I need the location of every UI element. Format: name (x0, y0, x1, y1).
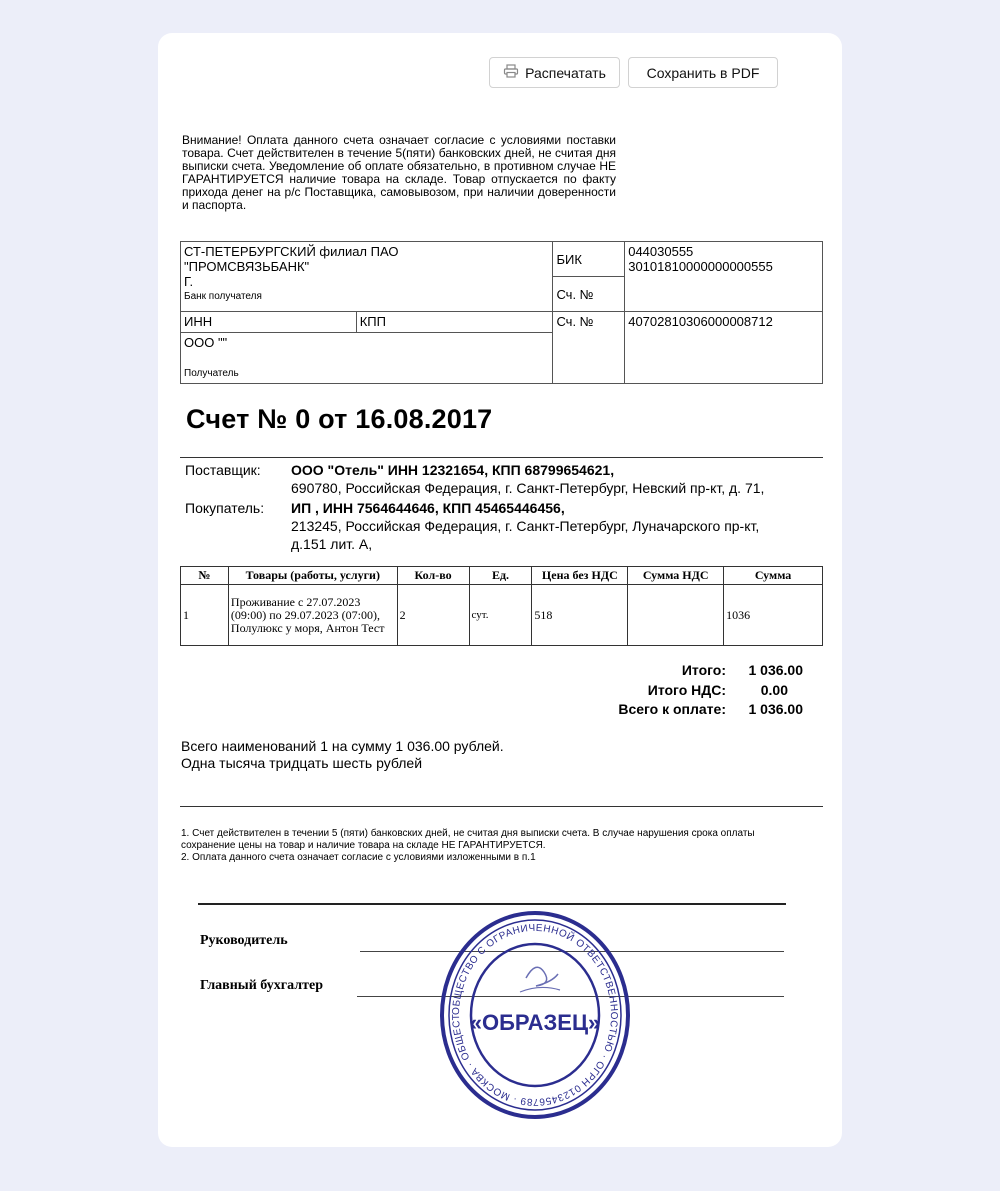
supplier-address: 690780, Российская Федерация, г. Санкт-Петербург, Невский пр-кт, д. 71, (291, 480, 765, 496)
vat-value: 0.00 (760, 682, 788, 698)
printer-icon (503, 64, 519, 81)
accountant-label: Главный бухгалтер (200, 978, 323, 993)
print-button-label: Распечатать (525, 64, 606, 81)
director-label: Руководитель (200, 933, 288, 948)
total-value: 1 036.00 (748, 662, 803, 678)
inn-label: ИНН (181, 312, 357, 333)
print-button[interactable] (489, 57, 620, 88)
supplier-block (291, 461, 764, 497)
save-pdf-button-label: Сохранить в PDF (646, 64, 760, 81)
buyer-name: ИП , ИНН 7564644646, КПП 45465446456, (291, 500, 565, 516)
amount-in-words: Одна тысяча тридцать шесть рублей (181, 755, 423, 771)
buyer-address-line1: 213245, Российская Федерация, г. Санкт-Петербург, Луначарского пр-кт, (291, 518, 760, 534)
buyer-label: Покупатель: (185, 500, 265, 516)
row-sum: 1036 (724, 585, 823, 646)
header-sum: Сумма (724, 567, 823, 585)
bik-value: 044030555 (628, 244, 694, 259)
items-header-row (181, 567, 823, 585)
title-divider (180, 457, 823, 458)
bank-name: СТ-ПЕТЕРБУРГСКИЙ филиал ПАО "ПРОМСВЯЗЬБАНК" (184, 244, 399, 274)
table-row (181, 585, 823, 646)
items-count-line: Всего наименований 1 на сумму 1 036.00 рублей. (181, 738, 504, 754)
payment-notice: Внимание! Оплата данного счета означает согласие с условиями поставки товара. Счет действителен в течение 5(пяти) банковских дней, не считая дня выписки счета. Уведомление об оплате обязательно, в противном случае НЕ ГАРАНТИРУЕТСЯ наличие товара на складе. Товар отпускается по факту прихода денег на р/с Поставщика, самовывозом, при наличии доверенности и паспорта. (182, 133, 616, 212)
bik-label: БИК (553, 242, 625, 277)
buyer-block (291, 499, 759, 553)
bik-corr-cell (625, 242, 823, 312)
supplier-label: Поставщик: (185, 462, 261, 478)
account-value: 40702810306000008712 (625, 312, 823, 384)
header-goods: Товары (работы, услуги) (228, 567, 397, 585)
footnote-1: 1. Счет действителен в течении 5 (пяти) банковских дней, не считая дня выписки счета. В случае нарушения срока оплаты сохранение цены на товар и наличие товара на складе НЕ ГАРАНТИРУЕТСЯ. (181, 828, 755, 851)
bank-city: Г. (184, 274, 194, 289)
svg-text:ОБЩЕСТВО С ОГРАНИЧЕННОЙ ОТВЕТС: ОБЩЕСТВО С ОГРАНИЧЕННОЙ ОТВЕТСТВЕННОСТЬЮ · ОГРН 0123456789 · МОСКВА · ОБЩЕСТ (450, 922, 620, 1108)
bank-caption: Банк получателя (184, 291, 262, 302)
save-pdf-button[interactable] (628, 57, 778, 88)
row-vat (628, 585, 724, 646)
due-value: 1 036.00 (748, 701, 803, 717)
items-table (180, 566, 823, 646)
stamp-center-text: «ОБРАЗЕЦ» (469, 1010, 601, 1035)
signature-top-rule (198, 903, 786, 905)
footnotes (181, 828, 803, 864)
header-quantity: Кол-во (397, 567, 469, 585)
row-goods: Проживание с 27.07.2023 (09:00) по 29.07.2023 (07:00), Полулюкс у моря, Антон Тест (228, 585, 397, 646)
row-quantity: 2 (397, 585, 469, 646)
supplier-name: ООО "Отель" ИНН 12321654, КПП 68799654621, (291, 462, 615, 478)
header-number: № (181, 567, 229, 585)
due-label: Всего к оплате: (618, 701, 726, 717)
summary-divider (180, 806, 823, 807)
header-vat: Сумма НДС (628, 567, 724, 585)
footnote-2: 2. Оплата данного счета означает согласие с условиями изложенными в п.1 (181, 852, 536, 863)
total-label: Итого: (681, 662, 726, 678)
row-number: 1 (181, 585, 229, 646)
header-unit: Ед. (469, 567, 532, 585)
sum-in-words (181, 738, 504, 772)
recipient-name: ООО "" (184, 335, 228, 350)
account-label: Сч. № (553, 312, 625, 384)
row-unit: сут. (469, 585, 532, 646)
invoice-title: Счет № 0 от 16.08.2017 (186, 404, 493, 434)
kpp-label: КПП (356, 312, 553, 333)
bank-details-table (180, 241, 823, 384)
corr-account-label: Сч. № (553, 277, 625, 312)
vat-label: Итого НДС: (647, 682, 726, 698)
recipient-caption: Получатель (184, 368, 239, 379)
company-stamp (438, 908, 632, 1122)
stamp-graphic (438, 908, 632, 1122)
recipient-cell (181, 333, 553, 384)
row-price: 518 (532, 585, 628, 646)
bank-name-cell (181, 242, 553, 312)
buyer-address-line2: д.151 лит. А, (291, 536, 373, 552)
header-price: Цена без НДС (532, 567, 628, 585)
corr-account-value: 30101810000000000555 (628, 259, 773, 274)
